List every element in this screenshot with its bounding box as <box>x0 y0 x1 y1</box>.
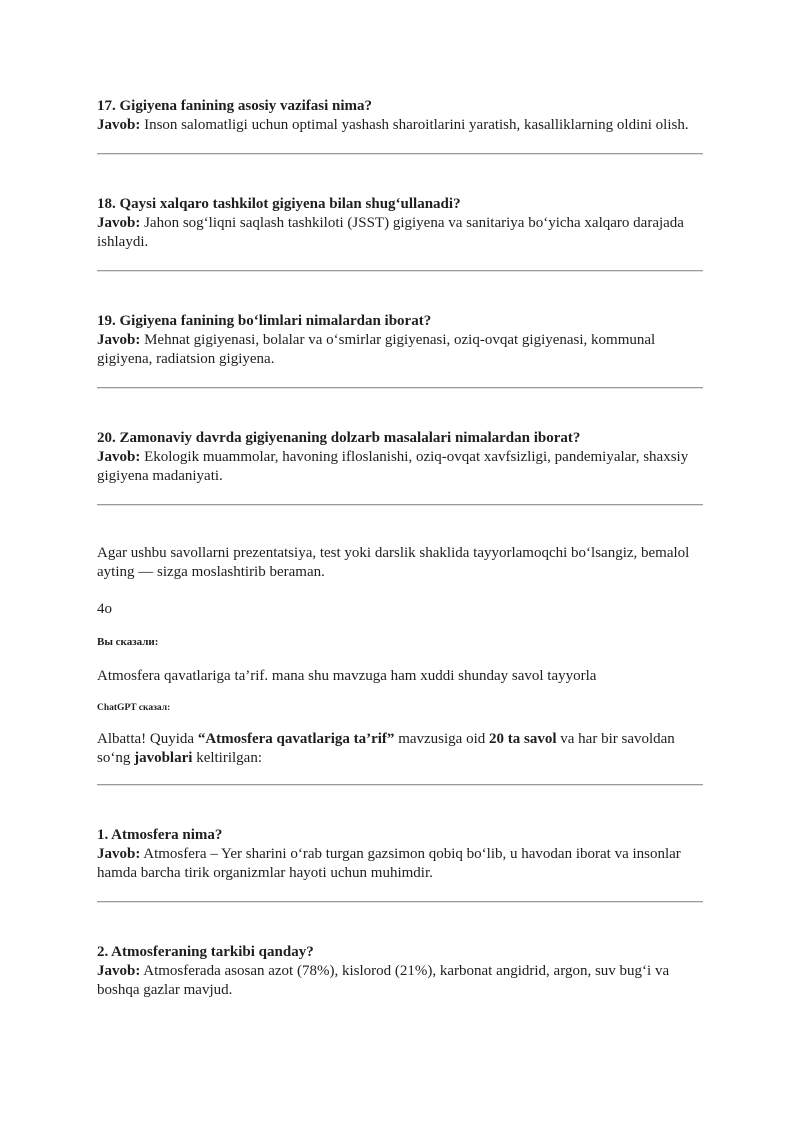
question-18: 18. Qaysi xalqaro tashkilot gigiyena bilan shug‘ullanadi? <box>97 196 461 212</box>
answer-text: Atmosfera – Yer sharini o‘rab turgan gazsimon qobiq bo‘lib, u havodan iborat va insonlar hamda barcha tirik organizmlar hayoti uchun muhimdir. <box>97 846 681 881</box>
intro-text: Albatta! Quyida “Atmosfera qavatlariga ta’rif” mavzusiga oid 20 ta savol va har bir savoldan so‘ng javoblari keltirilgan: <box>97 731 675 766</box>
answer-label: Javob: <box>97 215 141 231</box>
model-name: 4o <box>97 601 112 617</box>
qa-block-17 <box>97 97 703 135</box>
answer-18 <box>97 214 703 252</box>
answer-19 <box>97 331 703 369</box>
question-2: 2. Atmosferaning tarkibi qanday? <box>97 944 314 960</box>
answer-label: Javob: <box>97 117 141 133</box>
answer-label: Javob: <box>97 449 141 465</box>
user-label: Вы сказали: <box>97 636 159 648</box>
answer-text: Mehnat gigiyenasi, bolalar va o‘smirlar gigiyenasi, oziq-ovqat gigiyenasi, kommunal gigiyena, radiatsion gigiyena. <box>97 332 656 367</box>
answer-text: Inson salomatligi uchun optimal yashash sharoitlarini yaratish, kasalliklarning oldini olish. <box>140 117 689 133</box>
qa-block-19 <box>97 312 703 369</box>
question-17: 17. Gigiyena fanining asosiy vazifasi nima? <box>97 98 373 114</box>
qa-block-20 <box>97 429 703 486</box>
answer-label: Javob: <box>97 963 141 979</box>
qa-block-1 <box>97 826 703 883</box>
answer-text: Jahon sog‘liqni saqlash tashkiloti (JSST) gigiyena va sanitariya bo‘yicha xalqaro darajada ishlaydi. <box>97 215 684 250</box>
assistant-label: ChatGPT сказал: <box>97 703 171 713</box>
answer-label: Javob: <box>97 332 141 348</box>
answer-2 <box>97 962 703 1000</box>
answer-label: Javob: <box>97 846 141 862</box>
question-19: 19. Gigiyena fanining bo‘limlari nimalardan iborat? <box>97 313 432 329</box>
answer-text: Ekologik muammolar, havoning ifloslanishi, oziq-ovqat xavfsizligi, pandemiyalar, shaxsiy gigiyena madaniyati. <box>97 449 689 484</box>
offer-text: Agar ushbu savollarni prezentatsiya, test yoki darslik shaklida tayyorlamoqchi bo‘lsangiz, bemalol ayting — sizga moslashtirib beraman. <box>97 545 690 580</box>
user-message: Atmosfera qavatlariga ta’rif. mana shu mavzuga ham xuddi shunday savol tayyorla <box>97 668 597 684</box>
document-page <box>97 97 703 1000</box>
answer-text: Atmosferada asosan azot (78%), kislorod (21%), karbonat angidrid, argon, suv bug‘i va boshqa gazlar mavjud. <box>97 963 670 998</box>
question-20: 20. Zamonaviy davrda gigiyenaning dolzarb masalalari nimalardan iborat? <box>97 430 581 446</box>
question-1: 1. Atmosfera nima? <box>97 827 223 843</box>
answer-1 <box>97 845 703 883</box>
qa-block-18 <box>97 195 703 252</box>
qa-block-2 <box>97 943 703 1000</box>
answer-17 <box>97 116 703 135</box>
answer-20 <box>97 448 703 486</box>
